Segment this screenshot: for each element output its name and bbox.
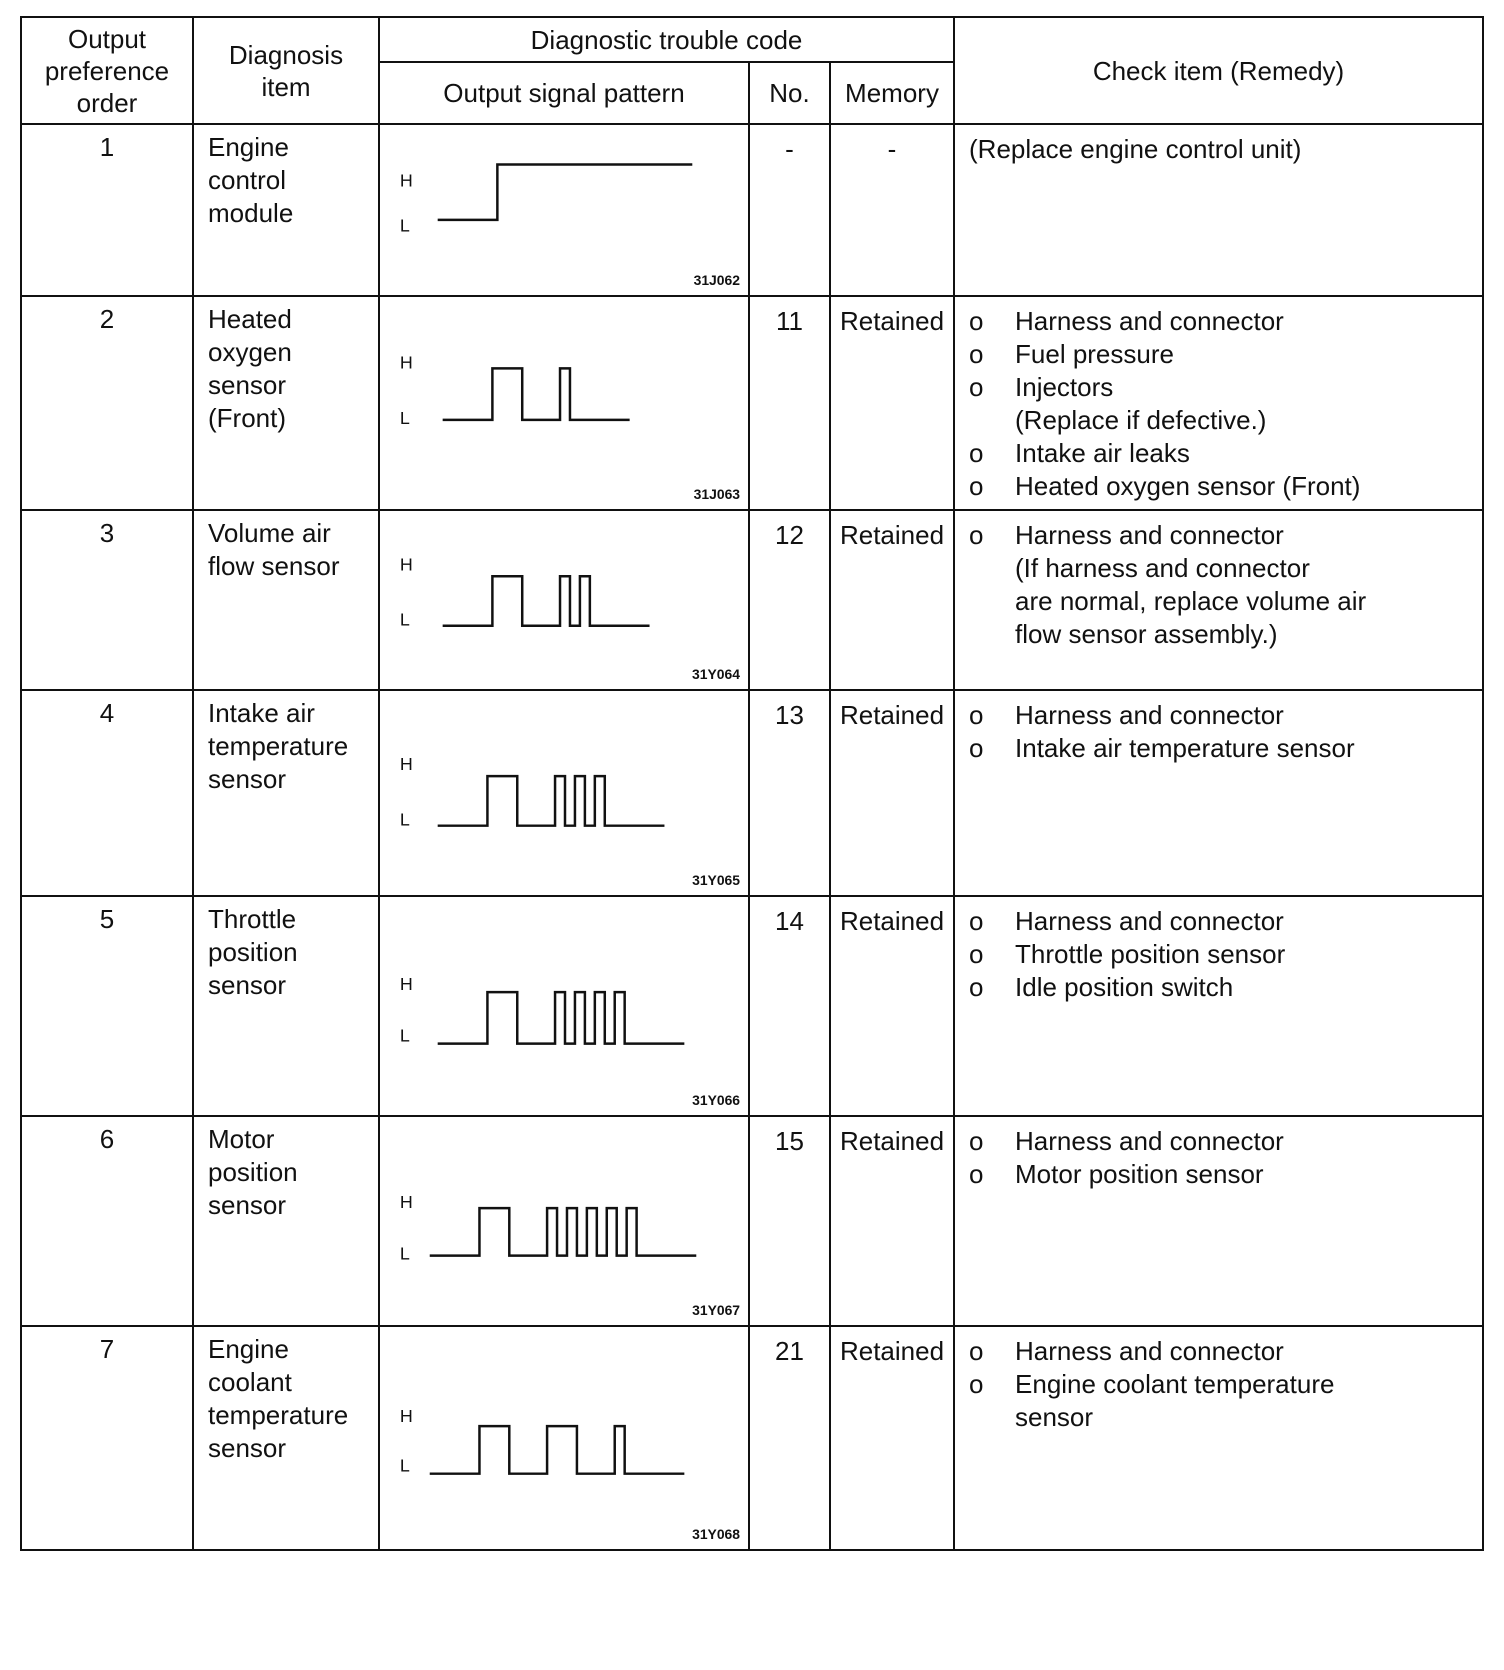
table-row <box>21 1326 1483 1550</box>
table-row <box>21 296 1483 510</box>
table-row <box>21 690 1483 896</box>
memory-cell: Retained <box>830 896 954 1116</box>
check-item-text: Harness and connector <box>1015 700 1284 730</box>
bullet-marker: o <box>969 906 984 936</box>
check-item-text: flow sensor assembly.) <box>1015 619 1278 649</box>
order-cell: 3 <box>21 510 193 690</box>
diagnosis-item-cell: Throttle position sensor <box>193 896 379 1116</box>
check-item-line <box>969 1335 1474 1368</box>
memory-cell: Retained <box>830 1326 954 1550</box>
bullet-marker: o <box>969 939 984 969</box>
check-item-line <box>969 971 1474 1004</box>
check-item-line <box>969 552 1474 585</box>
header-order: Output preference order <box>21 17 193 124</box>
check-item-line <box>969 1158 1474 1191</box>
high-level-label: H <box>399 352 413 373</box>
check-item-cell <box>954 510 1483 690</box>
diagnostic-table <box>20 16 1484 1551</box>
memory-cell: Retained <box>830 1116 954 1326</box>
check-item-line <box>969 1401 1474 1434</box>
check-item-text: Harness and connector <box>1015 1336 1284 1366</box>
check-item-text: (Replace if defective.) <box>1015 405 1267 435</box>
check-item-line <box>969 618 1474 651</box>
low-level-label: L <box>399 809 410 830</box>
check-item-line <box>969 371 1474 404</box>
order-cell: 6 <box>21 1116 193 1326</box>
signal-waveform <box>438 992 685 1044</box>
signal-waveform <box>430 1208 697 1256</box>
signal-pattern-chart <box>380 511 748 689</box>
signal-waveform <box>430 1426 685 1474</box>
check-item-line <box>969 437 1474 470</box>
high-level-label: H <box>399 170 413 191</box>
check-item-text: Fuel pressure <box>1015 339 1174 369</box>
diagnosis-item-cell: Volume air flow sensor <box>193 510 379 690</box>
dtc-number-cell: 12 <box>749 510 830 690</box>
dtc-number-cell: - <box>749 124 830 296</box>
signal-pattern-chart <box>380 897 748 1115</box>
signal-pattern-chart <box>380 1327 748 1549</box>
signal-pattern-cell <box>379 1326 749 1550</box>
header-pattern: Output signal pattern <box>379 62 749 124</box>
low-level-label: L <box>399 1025 410 1046</box>
bullet-marker: o <box>969 306 984 336</box>
signal-waveform <box>438 776 665 826</box>
check-item-line <box>969 732 1474 765</box>
low-level-label: L <box>399 1243 410 1264</box>
header-no: No. <box>749 62 830 124</box>
check-item-text: Motor position sensor <box>1015 1159 1264 1189</box>
check-item-line <box>969 905 1474 938</box>
diagnostic-table-sheet <box>20 16 1484 1551</box>
memory-cell: - <box>830 124 954 296</box>
check-item-line <box>969 338 1474 371</box>
bullet-marker: o <box>969 1336 984 1366</box>
header-check: Check item (Remedy) <box>954 17 1483 124</box>
signal-pattern-cell <box>379 1116 749 1326</box>
check-item-cell <box>954 896 1483 1116</box>
dtc-number-cell: 14 <box>749 896 830 1116</box>
diagnosis-item-cell: Engine coolant temperature sensor <box>193 1326 379 1550</box>
check-item-line <box>969 699 1474 732</box>
table-row <box>21 1116 1483 1326</box>
check-item-line <box>969 585 1474 618</box>
diagnosis-item-cell: Heated oxygen sensor (Front) <box>193 296 379 510</box>
dtc-number-cell: 11 <box>749 296 830 510</box>
bullet-marker: o <box>969 339 984 369</box>
bullet-marker: o <box>969 372 984 402</box>
figure-code-label: 31J062 <box>693 272 741 289</box>
low-level-label: L <box>399 407 410 428</box>
low-level-label: L <box>399 215 410 236</box>
check-item-cell <box>954 124 1483 296</box>
order-cell: 5 <box>21 896 193 1116</box>
memory-cell: Retained <box>830 690 954 896</box>
check-item-cell <box>954 296 1483 510</box>
dtc-number-cell: 15 <box>749 1116 830 1326</box>
bullet-marker <box>969 404 1015 437</box>
figure-code-label: 31J063 <box>693 486 741 503</box>
signal-pattern-chart <box>380 125 748 295</box>
high-level-label: H <box>399 1192 413 1213</box>
check-item-text: Injectors <box>1015 372 1114 402</box>
table-row <box>21 896 1483 1116</box>
check-item-text: are normal, replace volume air <box>1015 586 1367 616</box>
memory-cell: Retained <box>830 510 954 690</box>
bullet-marker <box>969 585 1015 618</box>
bullet-marker: o <box>969 1159 984 1189</box>
figure-code-label: 31Y067 <box>692 1302 741 1319</box>
check-item-line <box>969 938 1474 971</box>
order-cell: 4 <box>21 690 193 896</box>
check-item-text: Engine coolant temperature <box>1015 1369 1335 1399</box>
bullet-marker: o <box>969 438 984 468</box>
check-item-text: Idle position switch <box>1015 972 1234 1002</box>
signal-pattern-cell <box>379 296 749 510</box>
check-item-line <box>969 404 1474 437</box>
check-item-line <box>969 1368 1474 1401</box>
signal-waveform <box>438 165 693 220</box>
figure-code-label: 31Y065 <box>692 872 741 889</box>
header-dtc: Diagnostic trouble code <box>379 17 954 62</box>
signal-waveform <box>443 368 630 420</box>
low-level-label: L <box>399 609 410 630</box>
order-cell: 2 <box>21 296 193 510</box>
signal-pattern-cell <box>379 510 749 690</box>
table-row <box>21 510 1483 690</box>
figure-code-label: 31Y066 <box>692 1092 741 1109</box>
signal-pattern-chart <box>380 691 748 895</box>
check-item-line <box>969 305 1474 338</box>
check-item-line <box>969 470 1474 503</box>
check-item-line <box>969 519 1474 552</box>
header-item: Diagnosis item <box>193 17 379 124</box>
check-item-text: (Replace engine control unit) <box>969 134 1302 164</box>
high-level-label: H <box>399 1406 413 1427</box>
high-level-label: H <box>399 554 413 575</box>
bullet-marker <box>969 618 1015 651</box>
high-level-label: H <box>399 974 413 995</box>
order-cell: 7 <box>21 1326 193 1550</box>
bullet-marker: o <box>969 733 984 763</box>
signal-pattern-chart <box>380 1117 748 1325</box>
diagnosis-item-cell: Engine control module <box>193 124 379 296</box>
check-item-line <box>969 1125 1474 1158</box>
bullet-marker: o <box>969 972 984 1002</box>
signal-pattern-cell <box>379 896 749 1116</box>
check-item-text: Harness and connector <box>1015 520 1284 550</box>
dtc-number-cell: 21 <box>749 1326 830 1550</box>
signal-waveform <box>443 576 650 625</box>
check-item-cell <box>954 1326 1483 1550</box>
table-row <box>21 124 1483 296</box>
check-item-cell <box>954 690 1483 896</box>
check-item-text: Intake air temperature sensor <box>1015 733 1355 763</box>
high-level-label: H <box>399 754 413 775</box>
check-item-text: (If harness and connector <box>1015 553 1310 583</box>
check-item-text: Harness and connector <box>1015 1126 1284 1156</box>
check-item-line <box>969 133 1474 166</box>
memory-cell: Retained <box>830 296 954 510</box>
signal-pattern-cell <box>379 124 749 296</box>
low-level-label: L <box>399 1455 410 1476</box>
figure-code-label: 31Y068 <box>692 1526 741 1543</box>
check-item-text: Heated oxygen sensor (Front) <box>1015 471 1361 501</box>
check-item-text: sensor <box>1015 1402 1094 1432</box>
order-cell: 1 <box>21 124 193 296</box>
check-item-text: Intake air leaks <box>1015 438 1190 468</box>
bullet-marker: o <box>969 520 984 550</box>
diagnosis-item-cell: Motor position sensor <box>193 1116 379 1326</box>
figure-code-label: 31Y064 <box>692 666 741 683</box>
check-item-cell <box>954 1116 1483 1326</box>
check-item-text: Harness and connector <box>1015 906 1284 936</box>
dtc-number-cell: 13 <box>749 690 830 896</box>
bullet-marker: o <box>969 471 984 501</box>
check-item-text: Harness and connector <box>1015 306 1284 336</box>
signal-pattern-chart <box>380 297 748 509</box>
check-item-text: Throttle position sensor <box>1015 939 1286 969</box>
signal-pattern-cell <box>379 690 749 896</box>
header-memory: Memory <box>830 62 954 124</box>
bullet-marker <box>969 1401 1015 1434</box>
bullet-marker: o <box>969 700 984 730</box>
bullet-marker: o <box>969 1369 984 1399</box>
bullet-marker <box>969 552 1015 585</box>
diagnosis-item-cell: Intake air temperature sensor <box>193 690 379 896</box>
bullet-marker: o <box>969 1126 984 1156</box>
